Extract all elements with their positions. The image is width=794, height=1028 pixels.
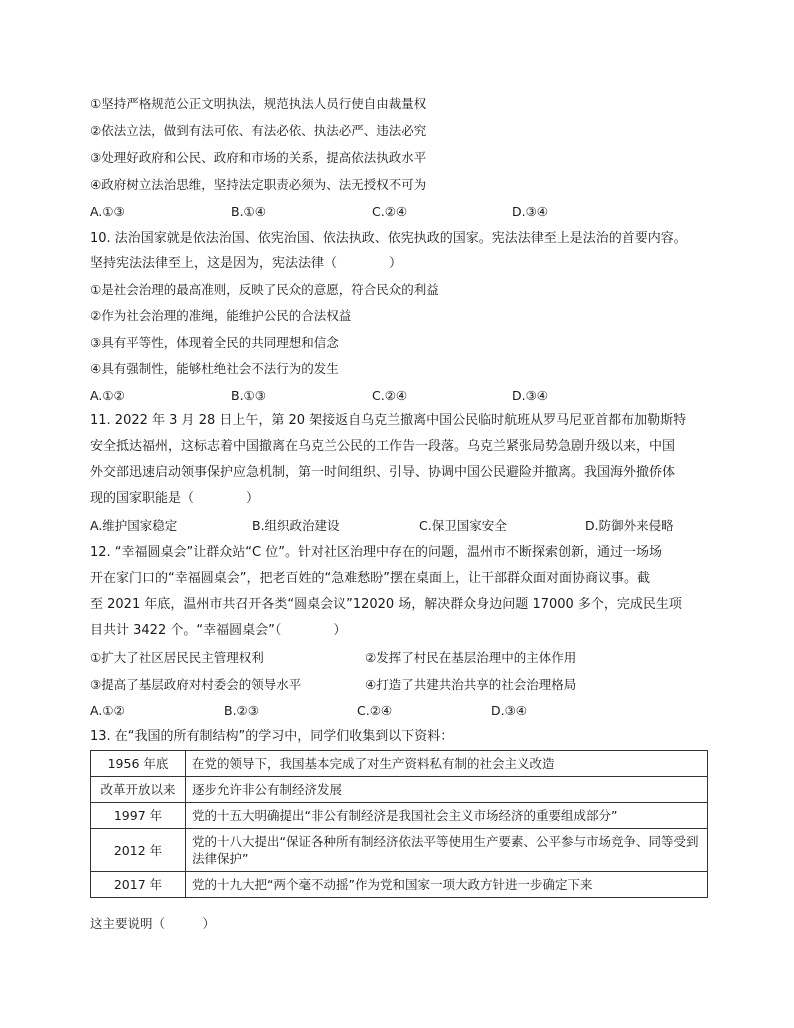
q11-stem-line-1: 11. 2022 年 3 月 28 日上午，第 20 架接返自乌克兰撤离中国公民临时航班从罗马尼亚首都布加勒斯特	[90, 413, 687, 428]
q12-statements-row-2	[90, 677, 710, 693]
q9-option-c: C.②④	[372, 204, 408, 219]
q9-option-b: B.①④	[231, 204, 266, 219]
q12-statement-1: ①扩大了社区居民民主管理权利	[90, 650, 264, 665]
q9-statement-2: ②依法立法，做到有法可依、有法必依、执法必严、违法必究	[90, 123, 427, 138]
q12-statement-2: ②发挥了村民在基层治理中的主体作用	[365, 650, 577, 665]
table-row	[91, 872, 708, 898]
table-cell-event: 党的十八大提出“保证各种所有制经济依法平等使用生产要素、公平参与市场竞争、同等受到法律保护”	[186, 829, 708, 872]
q12-stem-line-3: 至 2021 年底，温州市共召开各类“圆桌会议”12020 场，解决群众身边问题 17000 多个，完成民生项	[90, 597, 682, 612]
q10-statement-4: ④具有强制性，能够杜绝社会不法行为的发生	[90, 361, 339, 376]
table-row	[91, 829, 708, 872]
table-row	[91, 751, 708, 777]
q12-option-b: B.②③	[224, 703, 259, 718]
q10-option-d: D.③④	[512, 388, 549, 403]
q10-statement-3: ③具有平等性，体现着全民的共同理想和信念	[90, 335, 339, 350]
q11-stem-line-3: 外交部迅速启动领事保护应急机制，第一时间组织、引导、协调中国公民避险并撤离。我国海外撤侨体	[90, 465, 676, 480]
table-cell-year: 改革开放以来	[91, 777, 186, 803]
q10-option-c: C.②④	[372, 388, 408, 403]
table-cell-event: 党的十九大把“两个毫不动摇”作为党和国家一项大政方针进一步确定下来	[186, 872, 708, 898]
table-cell-year: 1997 年	[91, 803, 186, 829]
q11-options	[90, 518, 710, 534]
q12-statement-3: ③提高了基层政府对村委会的领导水平	[90, 677, 302, 692]
table-row	[91, 777, 708, 803]
q11-option-c: C.保卫国家安全	[419, 518, 507, 533]
q9-option-a: A.①③	[90, 204, 125, 219]
table-row	[91, 803, 708, 829]
q12-stem-line-1: 12. “幸福圆桌会”让群众站“C 位”。针对社区治理中存在的问题，温州市不断探索创新，通过一场场	[90, 545, 662, 560]
q10-stem-line-2: 坚持宪法法律至上，这是因为，宪法法律（ ）	[90, 256, 403, 271]
q12-stem-line-2: 开在家门口的“幸福圆桌会”，把老百姓的“急难愁盼”摆在桌面上，让干部群众面对面协商议事。截	[90, 571, 650, 586]
q10-statement-1: ①是社会治理的最高准则，反映了民众的意愿，符合民众的利益	[90, 282, 439, 297]
q12-option-a: A.①②	[90, 703, 125, 718]
table-cell-year: 2012 年	[91, 829, 186, 872]
q12-stem-line-4: 目共计 3422 个。“幸福圆桌会”（ ）	[90, 623, 347, 638]
q11-option-a: A.维护国家稳定	[90, 518, 178, 533]
q9-options	[90, 204, 710, 220]
table-cell-year: 1956 年底	[91, 751, 186, 777]
table-cell-event: 党的十五大明确提出“非公有制经济是我国社会主义市场经济的重要组成部分”	[186, 803, 708, 829]
table-cell-event: 在党的领导下，我国基本完成了对生产资料私有制的社会主义改造	[186, 751, 708, 777]
q10-statement-2: ②作为社会治理的准绳，能维护公民的合法权益	[90, 308, 352, 323]
q11-option-d: D.防御外来侵略	[585, 518, 674, 533]
q10-option-b: B.①③	[231, 388, 266, 403]
q11-stem-line-4: 现的国家职能是（ ）	[90, 491, 260, 506]
q9-statement-1: ①坚持严格规范公正文明执法，规范执法人员行使自由裁量权	[90, 96, 427, 111]
q10-option-a: A.①②	[90, 388, 125, 403]
q12-statement-4: ④打造了共建共治共享的社会治理格局	[365, 677, 577, 692]
table-cell-event: 逐步允许非公有制经济发展	[186, 777, 708, 803]
q10-stem-line-1: 10. 法治国家就是依法治国、依宪治国、依法执政、依宪执政的国家。宪法法律至上是法治的首要内容。	[90, 231, 687, 246]
q9-statement-3: ③处理好政府和公民、政府和市场的关系，提高依法执政水平	[90, 150, 427, 165]
q13-ownership-table	[90, 750, 708, 898]
q12-options	[90, 703, 710, 719]
q12-option-c: C.②④	[357, 703, 393, 718]
q12-option-d: D.③④	[491, 703, 528, 718]
q11-option-b: B.组织政治建设	[252, 518, 340, 533]
q10-options	[90, 388, 710, 404]
q11-stem-line-2: 安全抵达福州，这标志着中国撤离在乌克兰公民的工作告一段落。乌克兰紧张局势急剧升级以来，中国	[90, 439, 676, 454]
q9-statement-4: ④政府树立法治思维，坚持法定职责必须为、法无授权不可为	[90, 177, 427, 192]
q12-statements-row-1	[90, 650, 710, 666]
table-cell-year: 2017 年	[91, 872, 186, 898]
q13-stem: 13. 在“我国的所有制结构”的学习中，同学们收集到以下资料：	[90, 729, 454, 744]
q9-option-d: D.③④	[512, 204, 549, 219]
q13-followup: 这主要说明（ ）	[90, 916, 216, 931]
